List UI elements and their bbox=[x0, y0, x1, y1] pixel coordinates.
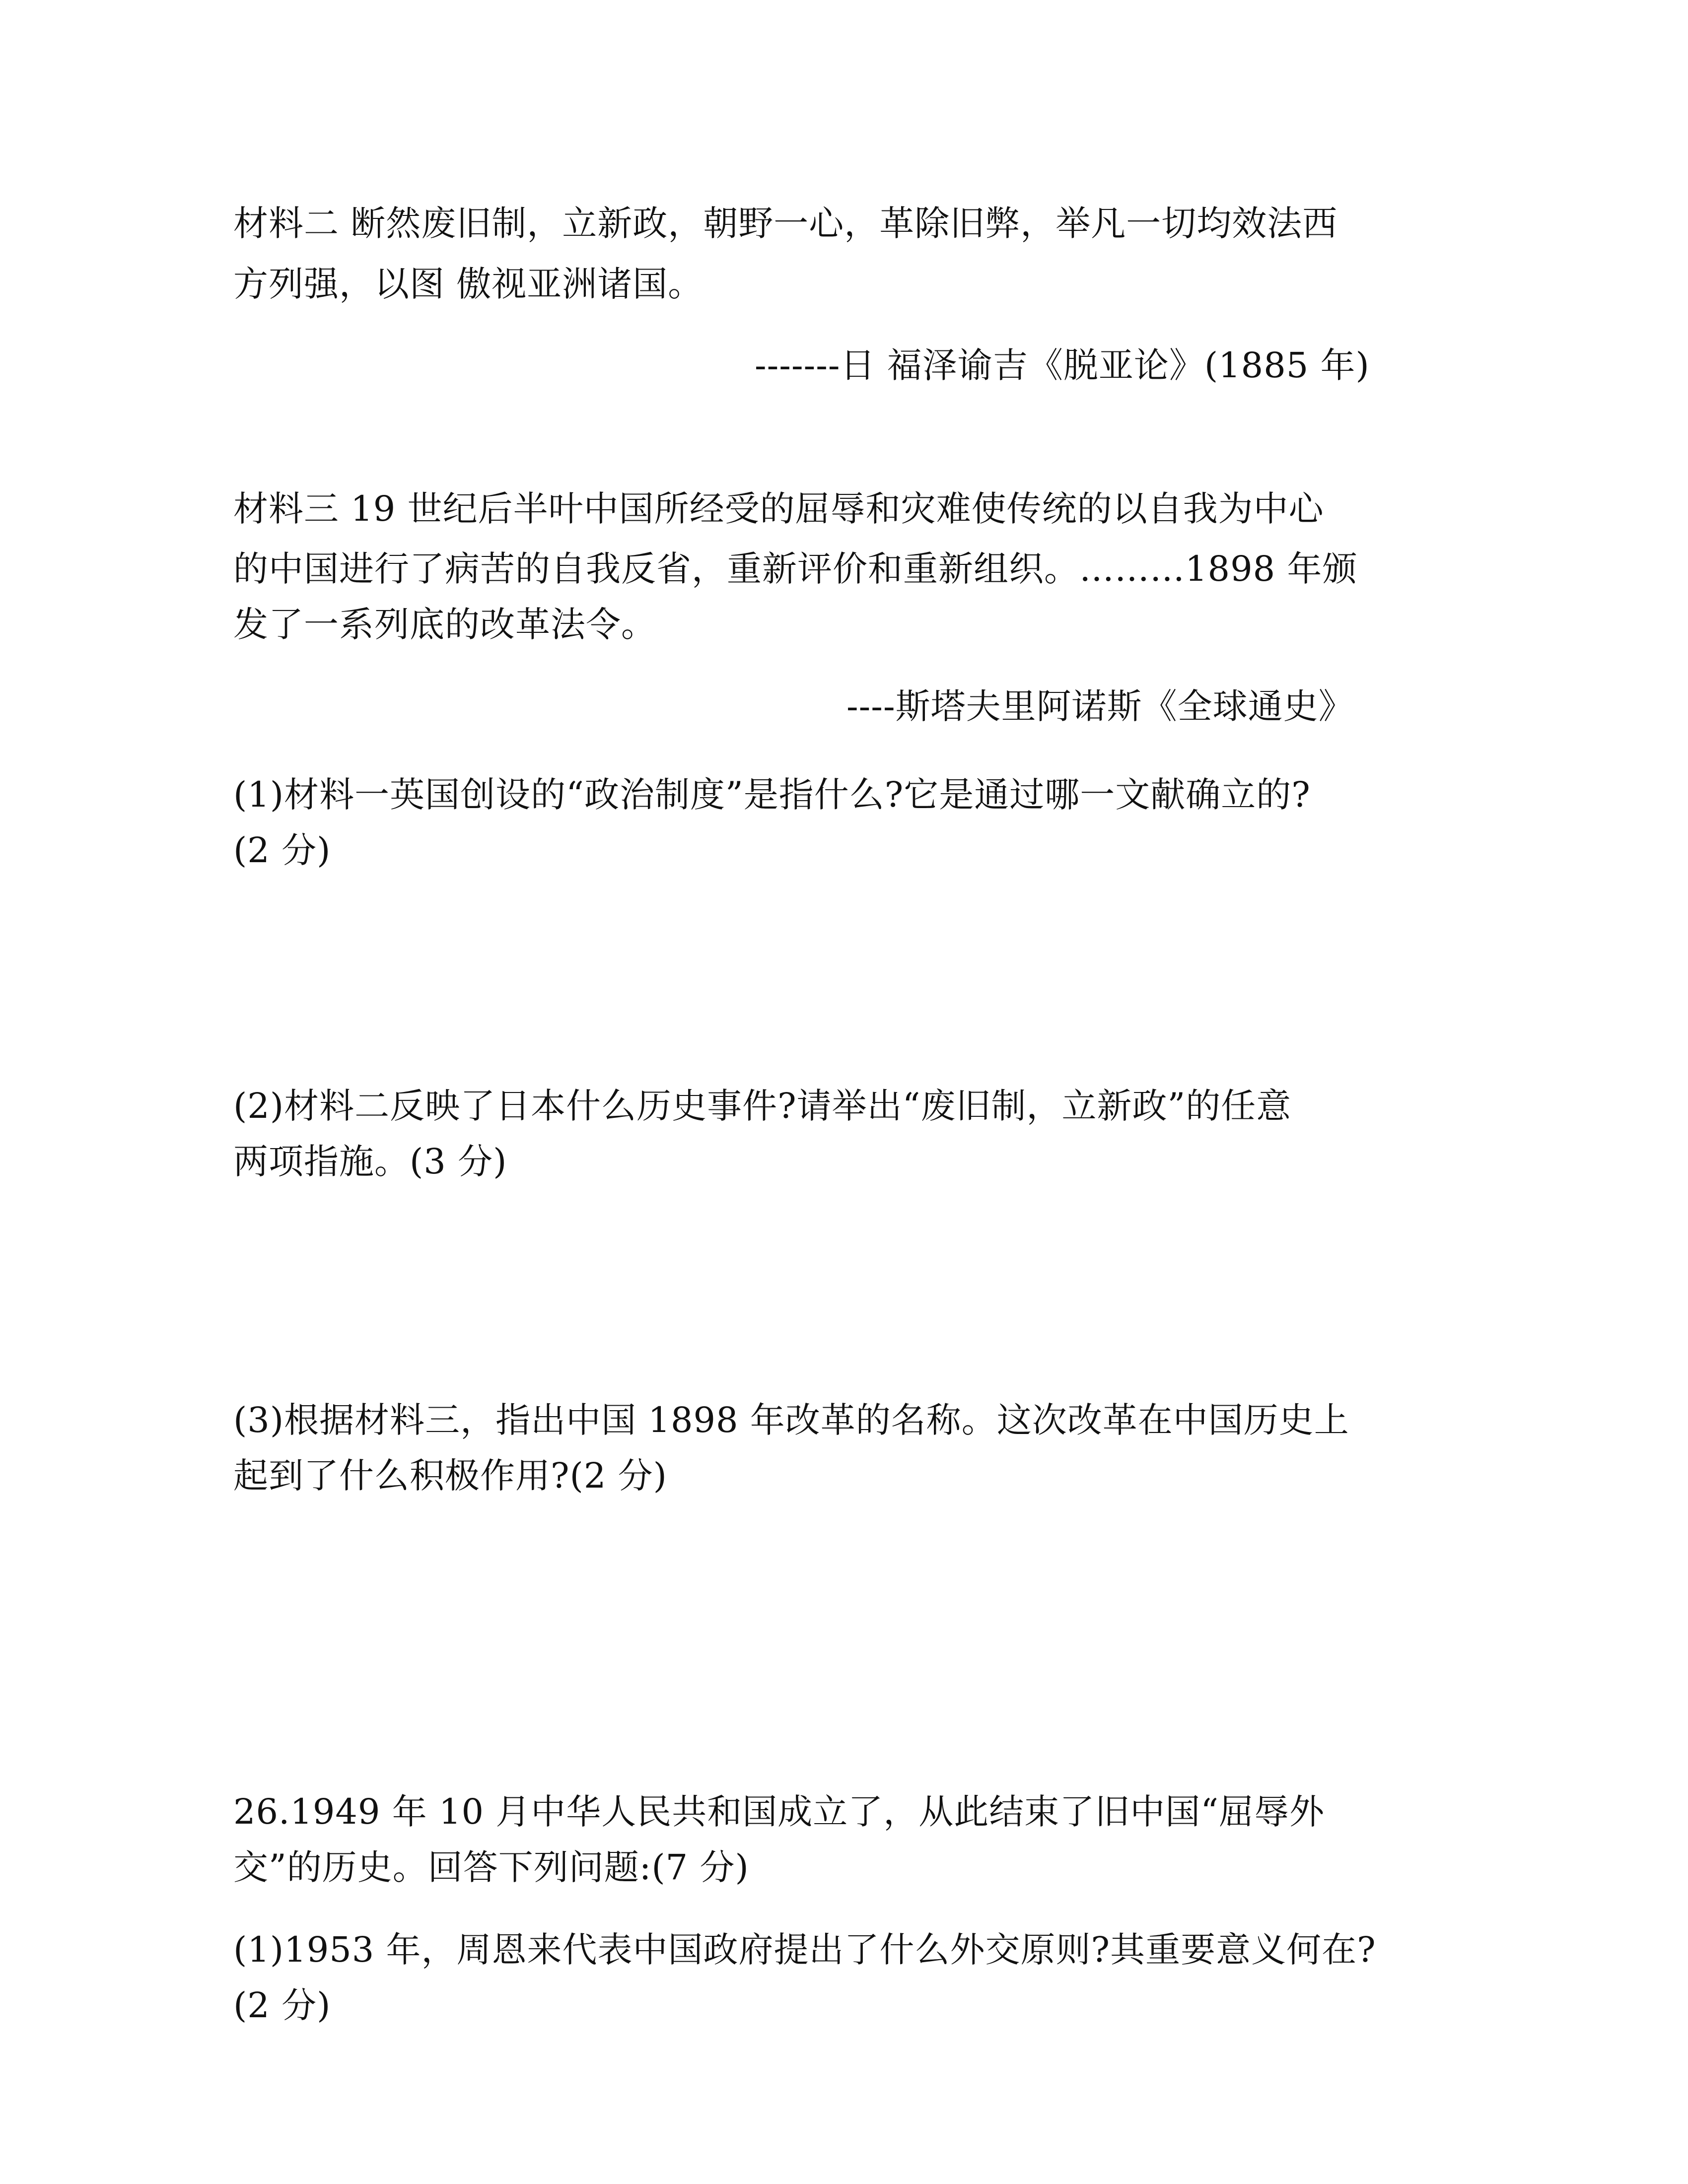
material-two-line-2: 方列强，以图 傲视亚洲诸国。 bbox=[233, 264, 703, 304]
material-three-line-3: 发了一系列底的改革法令。 bbox=[233, 604, 656, 645]
material-two-line-1: 材料二 断然废旧制，立新政，朝野一心，革除旧弊，举凡一切均效法西 bbox=[233, 203, 1338, 244]
material-two-source: -------日 福泽谕吉《脱亚论》(1885 年) bbox=[755, 345, 1370, 386]
material-three-line-1: 材料三 19 世纪后半叶中国所经受的屈辱和灾难使传统的以自我为中心 bbox=[233, 488, 1324, 529]
question-3-line-1: (3)根据材料三，指出中国 1898 年改革的名称。这次改革在中国历史上 bbox=[233, 1400, 1349, 1440]
question-1-line-2: (2 分) bbox=[233, 830, 331, 871]
material-three-source: ----斯塔夫里阿诺斯《全球通史》 bbox=[846, 686, 1354, 727]
question-26-line-1: 26.1949 年 10 月中华人民共和国成立了，从此结束了旧中国“屈辱外 bbox=[233, 1791, 1325, 1832]
question-1-line-1: (1)材料一英国创设的“政治制度”是指什么?它是通过哪一文献确立的? bbox=[233, 774, 1311, 815]
question-3-line-2: 起到了什么积极作用?(2 分) bbox=[233, 1455, 667, 1496]
question-26-sub-1-line-1: (1)1953 年，周恩来代表中国政府提出了什么外交原则?其重要意义何在? bbox=[233, 1929, 1376, 1970]
question-26-sub-1-line-2: (2 分) bbox=[233, 1985, 331, 2026]
question-2-line-2: 两项指施。(3 分) bbox=[233, 1141, 507, 1182]
question-2-line-1: (2)材料二反映了日本什么历史事件?请举出“废旧制，立新政”的任意 bbox=[233, 1086, 1292, 1126]
material-three-line-2: 的中国进行了病苦的自我反省，重新评价和重新组织。………1898 年颁 bbox=[233, 548, 1358, 589]
question-26-line-2: 交”的历史。回答下列问题:(7 分) bbox=[233, 1847, 749, 1888]
